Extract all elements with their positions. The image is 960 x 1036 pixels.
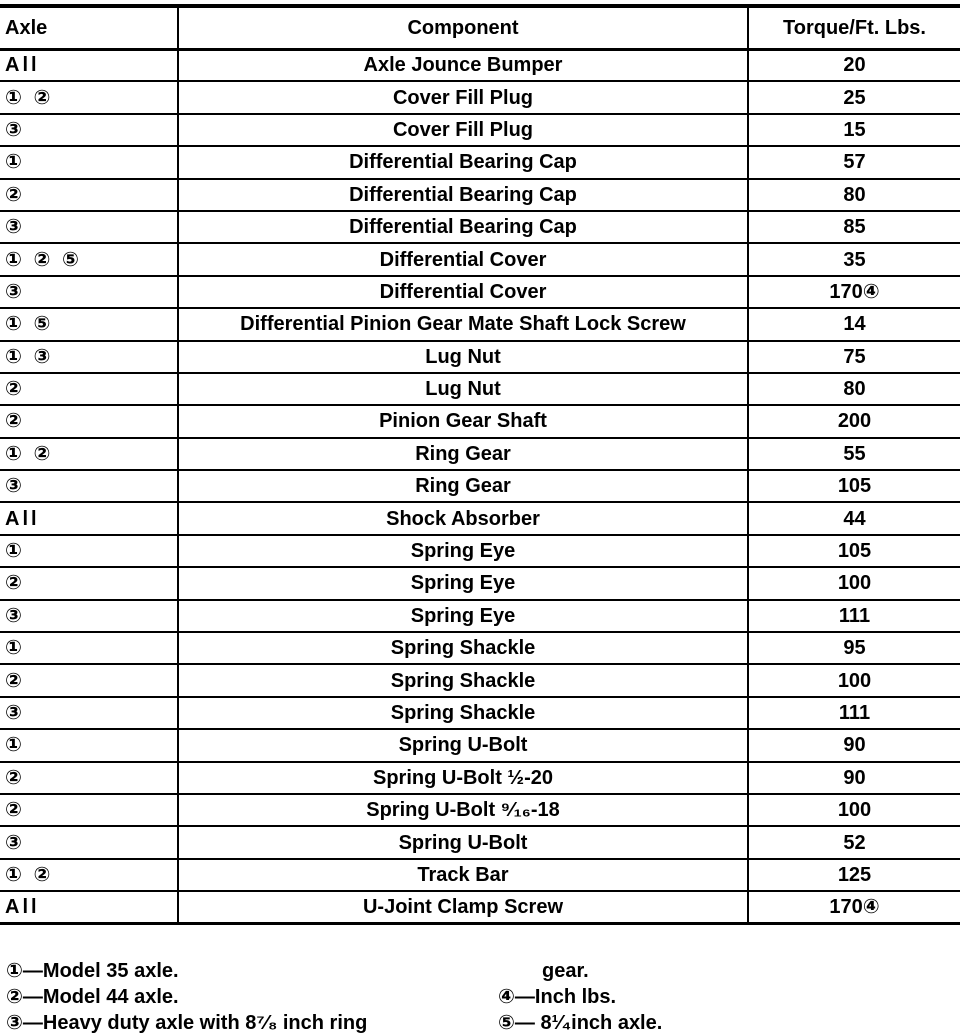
component-cell: Cover Fill Plug	[178, 114, 748, 146]
torque-cell: 35	[748, 243, 960, 275]
torque-cell: 100	[748, 664, 960, 696]
axle-cell: ③	[0, 470, 178, 502]
table-row	[0, 81, 960, 113]
torque-cell: 170④	[748, 276, 960, 308]
table-row	[0, 438, 960, 470]
table-row	[0, 308, 960, 340]
torque-cell: 90	[748, 729, 960, 761]
table-row	[0, 664, 960, 696]
axle-cell: All	[0, 502, 178, 534]
torque-cell: 105	[748, 535, 960, 567]
table-header-row	[0, 6, 960, 49]
torque-cell: 90	[748, 762, 960, 794]
component-cell: Spring Shackle	[178, 697, 748, 729]
axle-cell: ②	[0, 405, 178, 437]
axle-cell: ① ②	[0, 81, 178, 113]
torque-cell: 80	[748, 179, 960, 211]
footnotes-right	[498, 958, 662, 1036]
component-cell: Shock Absorber	[178, 502, 748, 534]
footnote-8-quarter-axle: ⑤— 8¹⁄₄inch axle.	[498, 1012, 663, 1034]
table-row	[0, 794, 960, 826]
torque-cell: 75	[748, 341, 960, 373]
torque-cell: 105	[748, 470, 960, 502]
axle-cell: ③	[0, 697, 178, 729]
component-cell: Ring Gear	[178, 470, 748, 502]
axle-cell: ① ⑤	[0, 308, 178, 340]
table-row	[0, 859, 960, 891]
table-row	[0, 114, 960, 146]
torque-cell: 100	[748, 794, 960, 826]
table-row	[0, 211, 960, 243]
table-row	[0, 826, 960, 858]
table-row	[0, 697, 960, 729]
torque-column-header: Torque/Ft. Lbs.	[748, 6, 960, 49]
axle-cell: ②	[0, 794, 178, 826]
table-row	[0, 567, 960, 599]
torque-cell: 95	[748, 632, 960, 664]
torque-cell: 200	[748, 405, 960, 437]
table-row	[0, 276, 960, 308]
axle-cell: ③	[0, 114, 178, 146]
axle-cell: ①	[0, 632, 178, 664]
axle-cell: ① ②	[0, 438, 178, 470]
torque-cell: 55	[748, 438, 960, 470]
component-cell: Spring Eye	[178, 535, 748, 567]
axle-cell: ③	[0, 276, 178, 308]
axle-cell: ① ② ⑤	[0, 243, 178, 275]
torque-cell: 52	[748, 826, 960, 858]
axle-cell: ②	[0, 664, 178, 696]
component-cell: U-Joint Clamp Screw	[178, 891, 748, 923]
table-body	[0, 49, 960, 924]
torque-cell: 85	[748, 211, 960, 243]
table-row	[0, 632, 960, 664]
axle-cell: ①	[0, 146, 178, 178]
footnote-model-35: ①—Model 35 axle.	[6, 960, 179, 982]
footnote-heavy-duty-continued: gear.	[542, 960, 589, 982]
torque-cell: 20	[748, 49, 960, 81]
component-cell: Spring U-Bolt	[178, 729, 748, 761]
component-column-header: Component	[178, 6, 748, 49]
axle-cell: ③	[0, 600, 178, 632]
axle-cell: ②	[0, 373, 178, 405]
footnote-model-44: ②—Model 44 axle.	[6, 986, 179, 1008]
table-row	[0, 891, 960, 923]
axle-cell: All	[0, 891, 178, 923]
component-cell: Spring Eye	[178, 567, 748, 599]
axle-cell: ②	[0, 179, 178, 211]
table-row	[0, 600, 960, 632]
torque-cell: 100	[748, 567, 960, 599]
component-cell: Spring U-Bolt	[178, 826, 748, 858]
table-row	[0, 179, 960, 211]
footnotes-left	[6, 958, 367, 1036]
component-cell: Pinion Gear Shaft	[178, 405, 748, 437]
table-row	[0, 470, 960, 502]
component-cell: Ring Gear	[178, 438, 748, 470]
axle-cell: All	[0, 49, 178, 81]
torque-cell: 14	[748, 308, 960, 340]
table-row	[0, 729, 960, 761]
component-cell: Spring U-Bolt ⁹⁄₁₆-18	[178, 794, 748, 826]
component-cell: Differential Cover	[178, 243, 748, 275]
table-row	[0, 341, 960, 373]
axle-cell: ①	[0, 729, 178, 761]
component-cell: Axle Jounce Bumper	[178, 49, 748, 81]
axle-cell: ②	[0, 762, 178, 794]
torque-cell: 80	[748, 373, 960, 405]
component-cell: Differential Cover	[178, 276, 748, 308]
torque-spec-table	[0, 4, 960, 925]
table-row	[0, 535, 960, 567]
torque-cell: 125	[748, 859, 960, 891]
component-cell: Differential Pinion Gear Mate Shaft Lock Screw	[178, 308, 748, 340]
torque-cell: 111	[748, 697, 960, 729]
torque-cell: 170④	[748, 891, 960, 923]
component-cell: Spring Shackle	[178, 664, 748, 696]
table-row	[0, 49, 960, 81]
axle-cell: ③	[0, 211, 178, 243]
torque-cell: 44	[748, 502, 960, 534]
torque-cell: 57	[748, 146, 960, 178]
component-cell: Spring Shackle	[178, 632, 748, 664]
component-cell: Lug Nut	[178, 373, 748, 405]
component-cell: Lug Nut	[178, 341, 748, 373]
axle-cell: ① ③	[0, 341, 178, 373]
component-cell: Differential Bearing Cap	[178, 211, 748, 243]
table-row	[0, 502, 960, 534]
torque-cell: 25	[748, 81, 960, 113]
axle-cell: ①	[0, 535, 178, 567]
component-cell: Spring U-Bolt ½-20	[178, 762, 748, 794]
table-row	[0, 146, 960, 178]
axle-column-header: Axle	[0, 6, 178, 49]
component-cell: Differential Bearing Cap	[178, 146, 748, 178]
table-row	[0, 243, 960, 275]
footnote-heavy-duty: ③—Heavy duty axle with 8⁷⁄₈ inch ring	[6, 1012, 368, 1034]
torque-cell: 111	[748, 600, 960, 632]
axle-cell: ③	[0, 826, 178, 858]
component-cell: Spring Eye	[178, 600, 748, 632]
axle-cell: ① ②	[0, 859, 178, 891]
table-row	[0, 762, 960, 794]
component-cell: Track Bar	[178, 859, 748, 891]
table-row	[0, 405, 960, 437]
torque-cell: 15	[748, 114, 960, 146]
table-row	[0, 373, 960, 405]
component-cell: Differential Bearing Cap	[178, 179, 748, 211]
axle-cell: ②	[0, 567, 178, 599]
component-cell: Cover Fill Plug	[178, 81, 748, 113]
footnote-inch-lbs: ④—Inch lbs.	[498, 986, 617, 1008]
